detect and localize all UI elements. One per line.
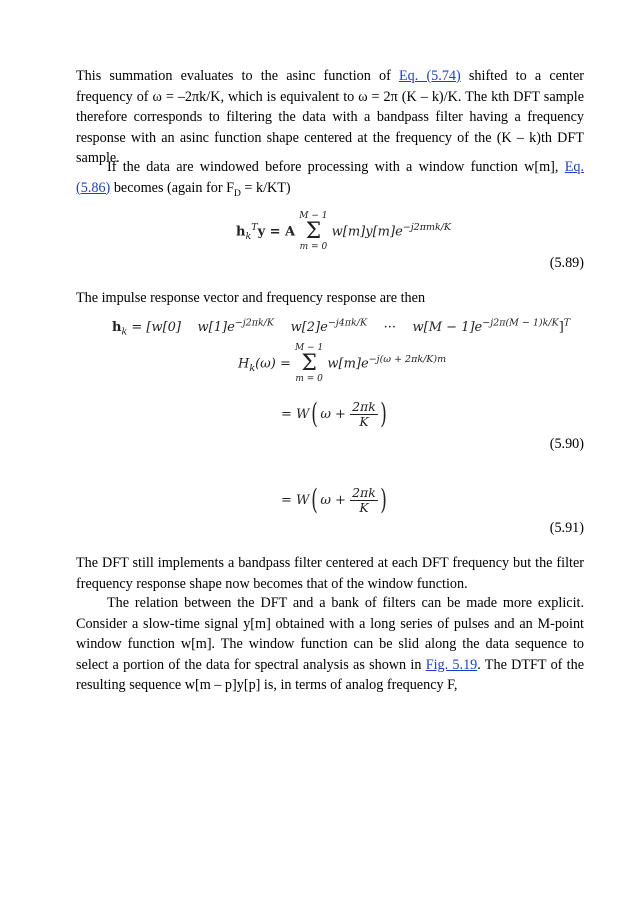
right-paren: ) [380,397,387,431]
eq591-W-arg: ω + [320,492,346,508]
sigma-symbol: Σ [305,219,322,244]
eq590-frac-den: K [359,413,369,429]
eq590-h-vector: h [112,320,122,335]
equation-5-91 [281,483,389,517]
left-paren: ( [311,397,319,431]
eq590-h-sub: k [121,326,128,338]
para2-sub-d: D [234,188,241,199]
eq-5-86-link[interactable]: Eq. (5.86) [76,159,584,196]
eq590-H-arg: (ω) = [255,356,291,372]
eq590-close-sup: T [563,317,571,329]
equation-5-89 [236,212,451,252]
paragraph-4: The DFT still implements a bandpass filter centered at each DFT frequency but the filter frequency response shape now becomes that of the window function. [76,555,584,592]
eq591-frac-num: 2πk [352,485,376,500]
equation-5-90-frequency-response [238,344,446,384]
paragraph-3: The impulse response vector and frequency response are then [76,290,426,306]
eq590-exp3: −j2π(M − 1)k/K [482,317,559,329]
eq590-term1: w[1]e [197,320,235,335]
eq589-sum-bottom: m = 0 [299,242,328,252]
eq590-H: H [238,356,250,372]
eq590-exp1: −j2πk/K [234,317,275,329]
eq591-frac-den: K [359,499,369,515]
para1-text-b: shifted to a center frequency of ω = –2πk/K, which is equivalent to ω = 2π (K – k)/K. The kth DFT sample therefore corresponds to filtering the data with a bandpass filter having a frequency response with an asinc function shape centered at the frequency of the (K – k)th DFT sample. [76,68,584,166]
eq590-vec-eq: = [w[0] [131,320,181,335]
eq590-term2: w[2]e [290,320,328,335]
fig-5-19-link[interactable]: Fig. 5.19 [425,656,478,673]
eq589-exp: −j2πmk/K [402,222,452,234]
sigma-symbol: Σ [301,351,317,376]
eq590-dots: ··· [383,320,396,335]
para2-text-b: becomes (again for F [110,179,234,196]
eq590-term3: w[M − 1]e [412,320,483,335]
eq590-exp2: −j4πk/K [327,317,368,329]
eq591-fraction [350,486,378,515]
eq589-lhs2: y = A [257,224,296,240]
eq-5-74-link[interactable]: Eq. (5.74) [398,68,461,84]
eq590-W-arg: ω + [320,406,346,422]
eq590-H-body: w[m]e [327,356,369,372]
right-paren: ) [380,483,387,517]
paragraph-1 [76,66,584,169]
para5-text-a: The relation between the DFT and a bank of filters can be made more explicit. Consider a slow-time signal y[m] obtained with a long series of pulses and an M-point window function w[m]. The window function can be slid along the data sequence to select a portion of the data for spectral analysis as shown in [76,595,584,673]
equation-5-90-window [281,397,389,431]
eq590-sum-top: M − 1 [295,343,324,353]
equation-number-5-89: (5.89) [549,255,584,271]
eq590-H-exp: −j(ω + 2πk/K)m [368,354,447,366]
equation-number-5-90: (5.90) [549,436,584,452]
left-paren: ( [311,483,319,517]
eq590-W: = W [281,406,310,422]
para2-text-c: = k/KT) [240,179,291,196]
eq589-sum [299,212,327,252]
para1-text-a: This summation evaluates to the asinc function of [76,68,399,84]
paragraph-5 [76,593,584,696]
eq589-body: w[m]y[m]e [331,224,403,240]
eq590-close: ] [558,320,564,335]
para2-text-a: If the data are windowed before processing with a window function w[m], [107,159,565,175]
equation-5-90-vector [112,317,571,338]
eq590-fraction [350,400,378,429]
eq590-sum [295,344,323,384]
eq589-h-sup: T [251,222,258,234]
eq590-frac-num: 2πk [352,399,376,414]
eq589-h-vector: h [236,224,246,240]
eq590-H-sub: k [249,363,256,375]
equation-number-5-91: (5.91) [549,520,584,536]
eq591-W: = W [281,492,310,508]
para5-text-b: . The DTFT of the resulting sequence w[m – p]y[p] is, in terms of analog frequency F, [76,656,584,693]
paragraph-2 [76,157,584,198]
eq589-sum-top: M − 1 [299,211,328,221]
eq590-sum-bottom: m = 0 [295,374,323,384]
eq589-h-sub: k [245,231,252,243]
